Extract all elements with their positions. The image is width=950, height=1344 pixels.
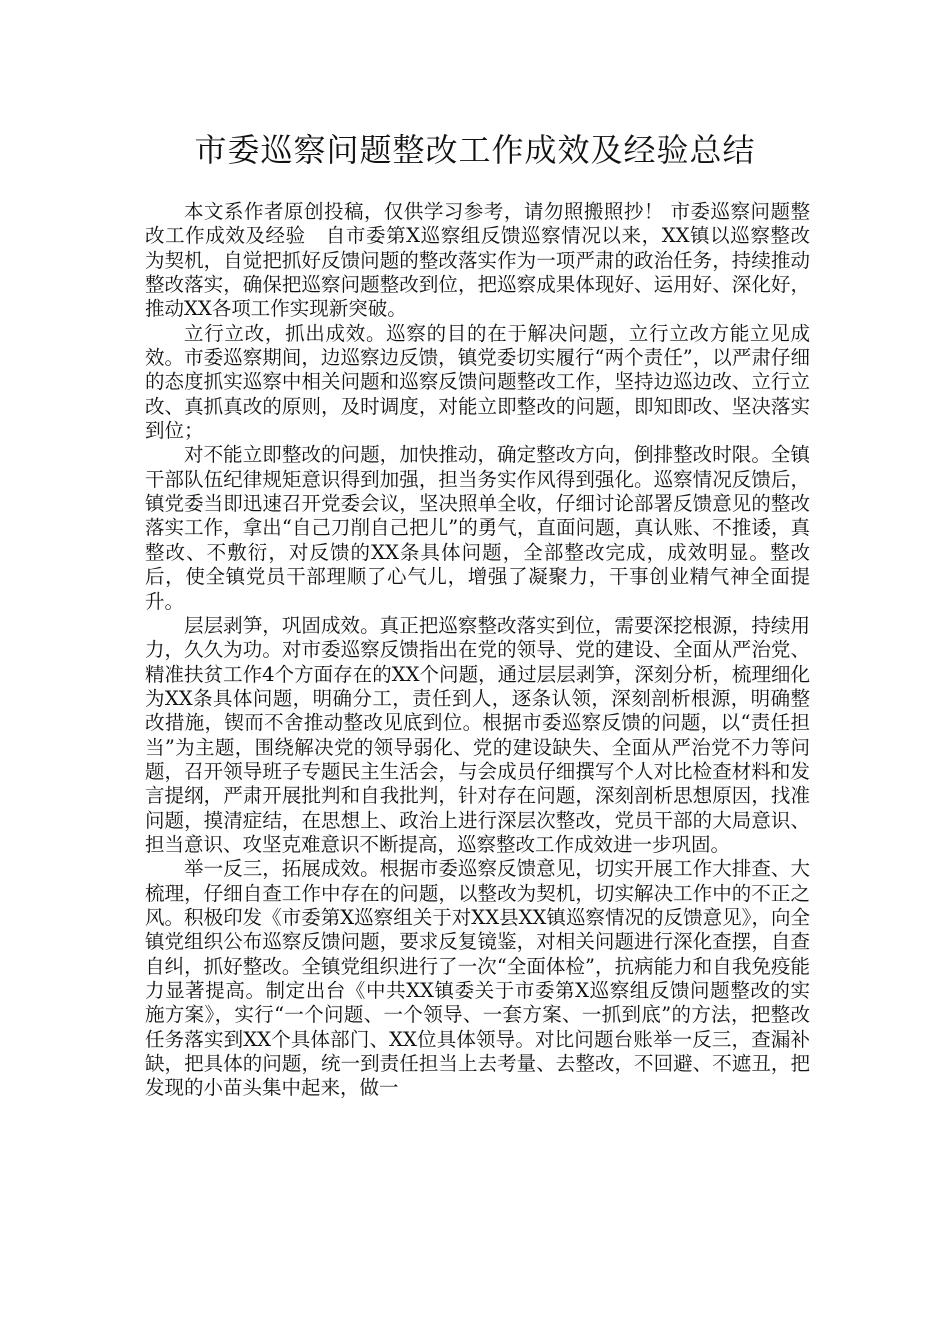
paragraph-immediate-rectification: 立行立改，抓出成效。巡察的目的在于解决问题，立行立改方能立见成效。市委巡察期间，边巡察边反馈，镇党委切实履行“两个责任”，以严肃仔细的态度抓实巡察中相关问题和巡察反馈问题整改工作，坚持边巡边改、立行立改、真抓真改的原则，及时调度，对能立即整改的问题，即知即改、坚决落实到位； — [145, 321, 810, 443]
document-body — [145, 200, 810, 1101]
paragraph-deadline-rectification: 对不能立即整改的问题，加快推动，确定整改方向，倒排整改时限。全镇干部队伍纪律规矩意识得到加强，担当务实作风得到强化。巡察情况反馈后，镇党委当即迅速召开党委会议，坚决照单全收，仔细讨论部署反馈意见的整改落实工作，拿出“自己刀削自己把儿”的勇气，直面问题，真认账、不推诿，真整改、不敷衍，对反馈的XX条具体问题，全部整改完成，成效明显。整改后，使全镇党员干部理顺了心气儿，增强了凝聚力，干事创业精气神全面提升。 — [145, 443, 810, 613]
paragraph-expand-results: 举一反三，拓展成效。根据市委巡察反馈意见，切实开展工作大排查、大梳理，仔细自查工作中存在的问题，以整改为契机，切实解决工作中的不正之风。积极印发《市委第X巡察组关于对XX县XX镇巡察情况的反馈意见》，向全镇党组织公布巡察反馈问题，要求反复镜鉴，对相关问题进行深化查摆，自查自纠，抓好整改。全镇党组织进行了一次“全面体检”，抗病能力和自我免疫能力显著提高。制定出台《中共XX镇委关于市委第X巡察组反馈问题整改的实施方案》，实行“一个问题、一个领导、一套方案、一抓到底”的方法，把整改任务落实到XX个具体部门、XX位具体领导。对比问题台账举一反三，查漏补缺，把具体的问题，统一到责任担当上去考量、去整改，不回避、不遮丑，把发现的小苗头集中起来，做一 — [145, 857, 810, 1100]
paragraph-intro: 本文系作者原创投稿，仅供学习参考，请勿照搬照抄！ 市委巡察问题整改工作成效及经验 自市委第X巡察组反馈巡察情况以来，XX镇以巡察整改为契机，自觉把抓好反馈问题的整改落实作为一项严肃的政治任务，持续推动整改落实，确保把巡察问题整改到位，把巡察成果体现好、运用好、深化好，推动XX各项工作实现新突破。 — [145, 200, 810, 321]
paragraph-consolidate-results: 层层剥笋，巩固成效。真正把巡察整改落实到位，需要深挖根源，持续用力，久久为功。对市委巡察反馈指出在党的领导、党的建设、全面从严治党、精准扶贫工作4个方面存在的XX个问题，通过层层剥笋，深刻分析，梳理细化为XX条具体问题，明确分工，责任到人，逐条认领，深刻剖析根源，明确整改措施，锲而不舍推动整改见底到位。根据市委巡察反馈的问题，以“责任担当”为主题，围绕解决党的领导弱化、党的建设缺失、全面从严治党不力等问题，召开领导班子专题民主生活会，与会成员仔细撰写个人对比检查材料和发言提纲，严肃开展批判和自我批判，针对存在问题，深刻剖析思想原因，找准问题，摸清症结，在思想上、政治上进行深层次整改，党员干部的大局意识、担当意识、攻坚克难意识不断提高，巡察整改工作成效进一步巩固。 — [145, 613, 810, 856]
document-title: 市委巡察问题整改工作成效及经验总结 — [194, 131, 756, 169]
